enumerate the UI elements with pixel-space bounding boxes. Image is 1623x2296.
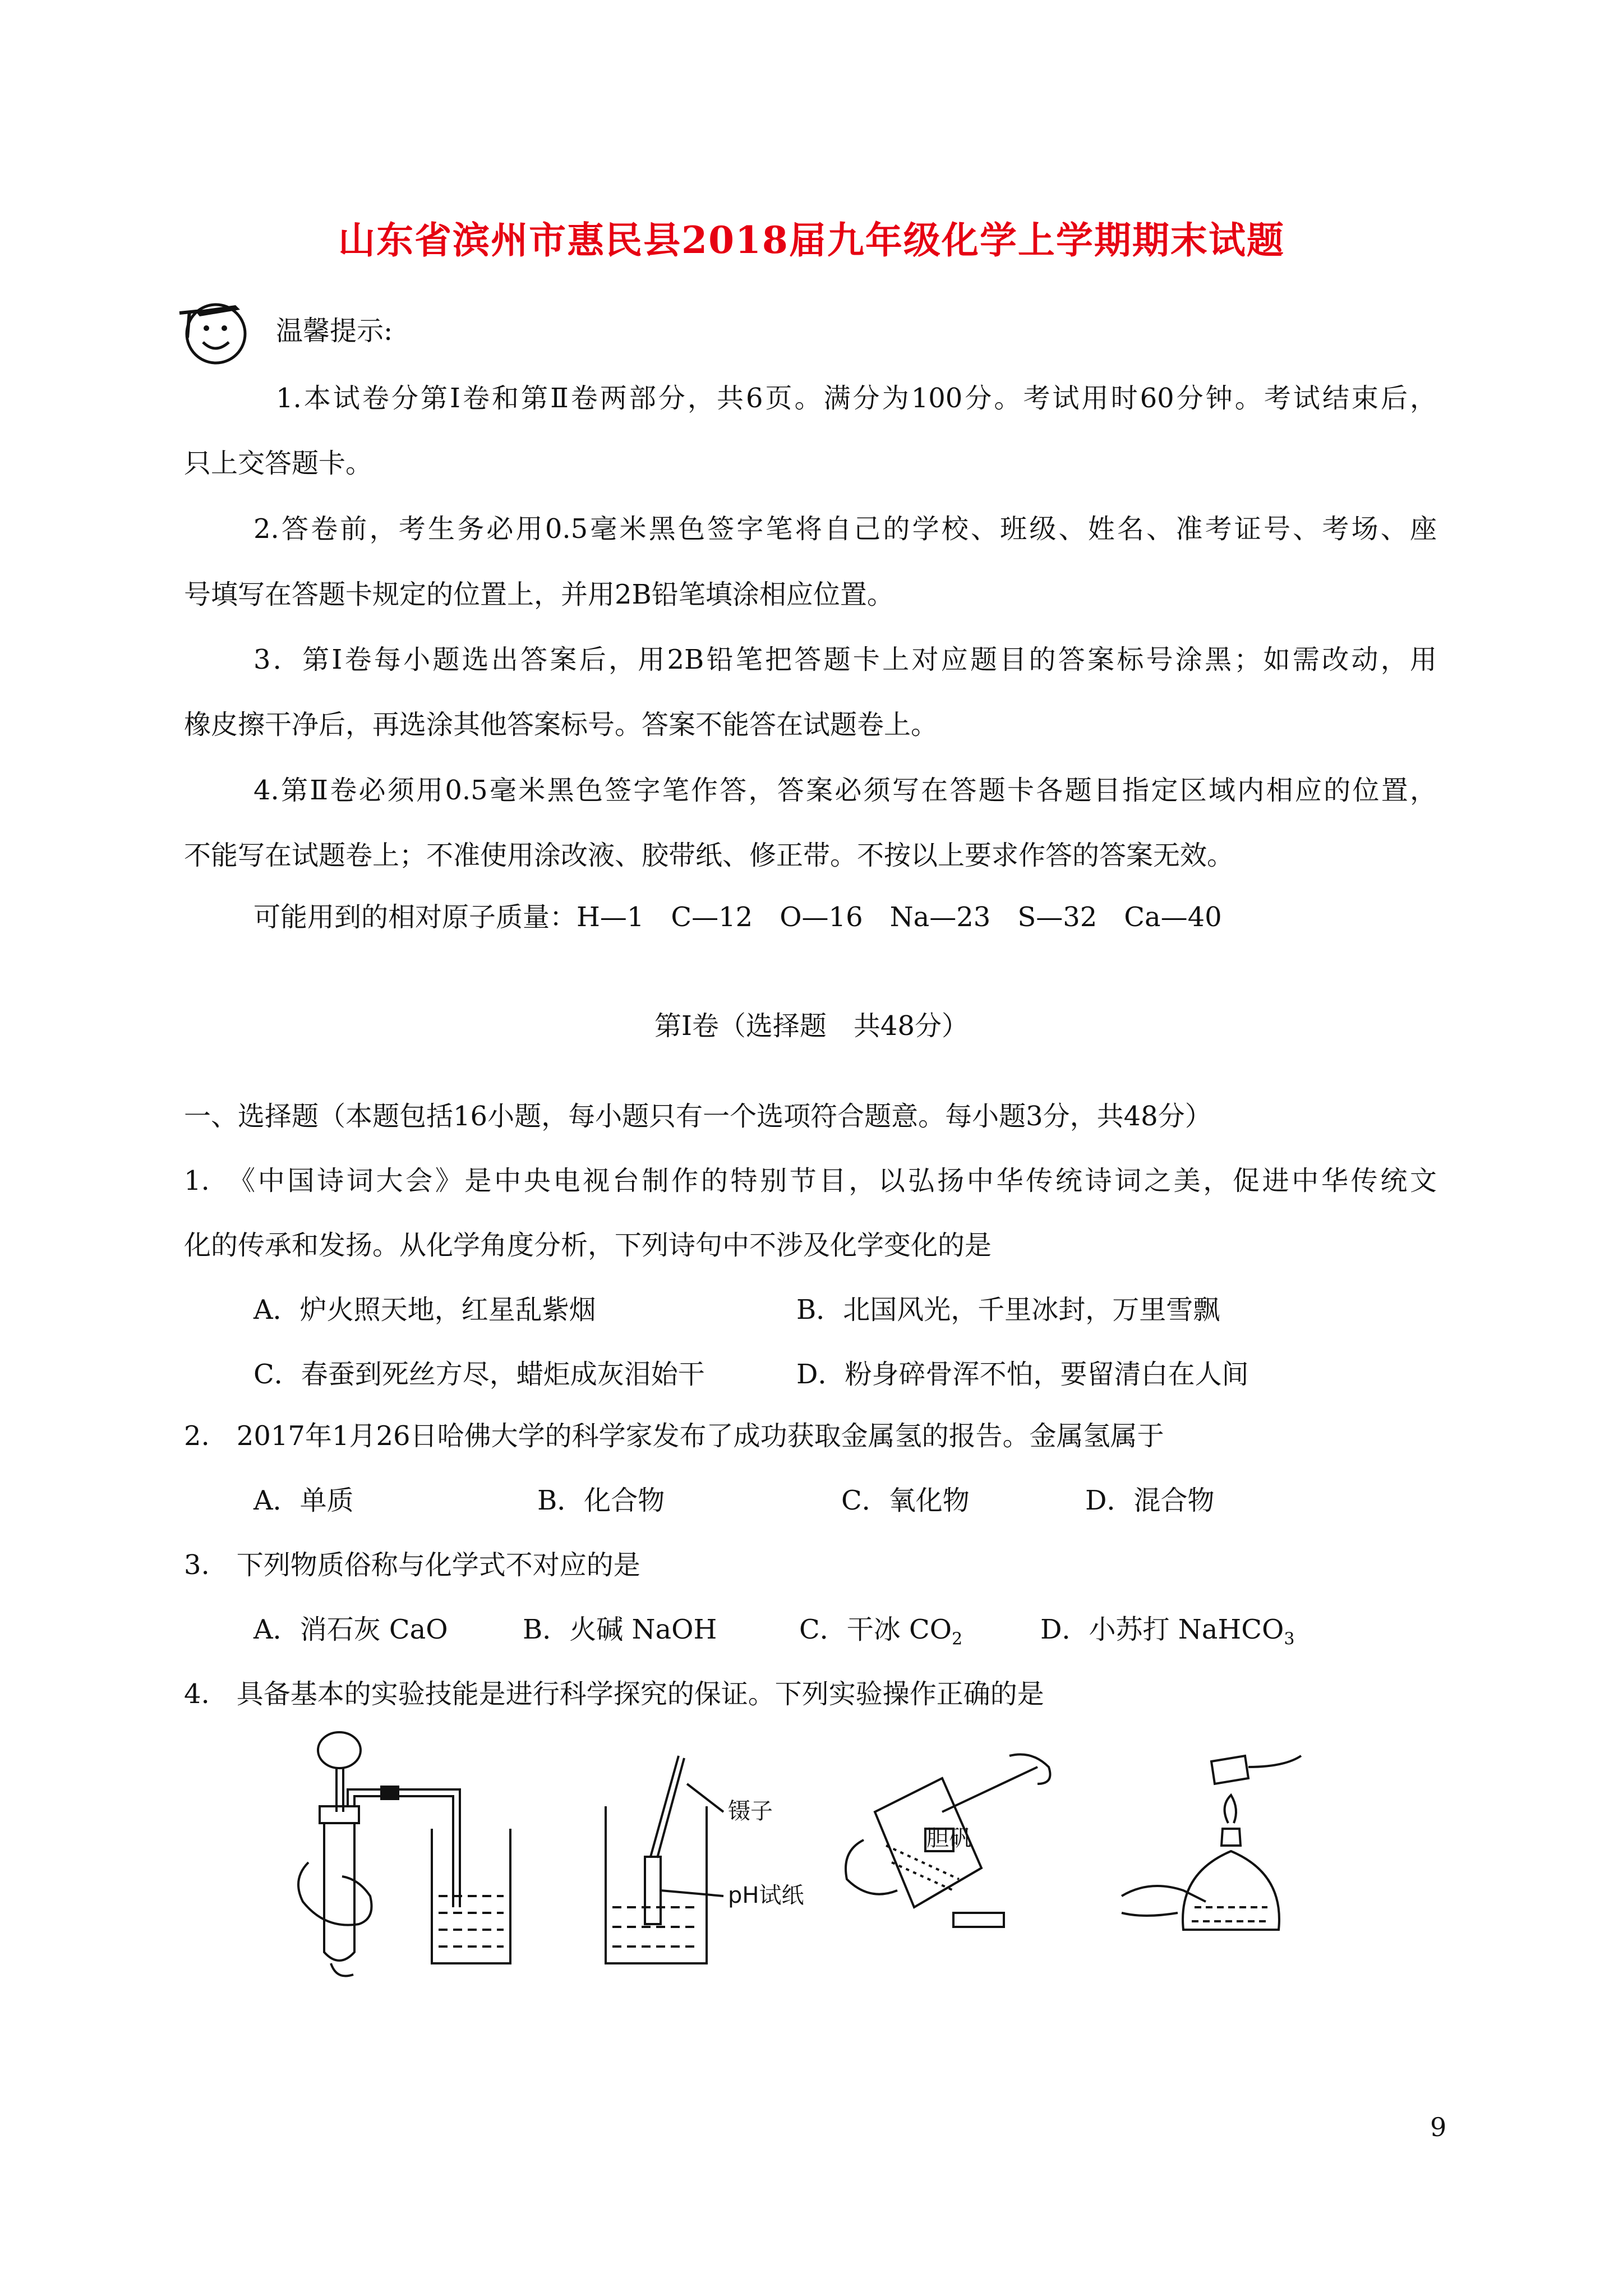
q1-option-b: B．北国风光，千里冰封，万里雪飘: [796, 1294, 1220, 1326]
q2-stem: 2. 2017年1月26日哈佛大学的科学家发布了成功获取金属氢的报告。金属氢属于: [184, 1420, 1164, 1452]
part-heading: 一、选择题（本题包括16小题，每小题只有一个选项符合题意。每小题3分，共48分）: [184, 1101, 1212, 1132]
figure-c-taking-solid: [830, 1745, 1066, 1982]
q3-option-c-subscript: 2: [952, 1629, 963, 1649]
q3-option-c: [799, 1613, 962, 1657]
q4-stem: 4. 具备基本的实验技能是进行科学探究的保证。下列实验操作正确的是: [184, 1678, 1044, 1710]
tip-4-line-2: 不能写在试题卷上；不准使用涂改液、胶带纸、修正带。不按以上要求作答的答案无效。: [184, 840, 1234, 871]
tip-3-line-2: 橡皮擦干净后，再选涂其他答案标号。答案不能答在试题卷上。: [184, 709, 938, 740]
q1-option-d: D．粉身碎骨浑不怕，要留清白在人间: [796, 1359, 1249, 1390]
q3-stem: 3. 下列物质俗称与化学式不对应的是: [184, 1549, 640, 1581]
q2-option-b: B．化合物: [537, 1485, 665, 1516]
figure-b-ph-test: [594, 1750, 830, 1988]
tip-2-line-2: 号填写在答题卡规定的位置上，并用2B铅笔填涂相应位置。: [184, 579, 894, 610]
tip-1-line-2: 只上交答题卡。: [184, 448, 373, 479]
atomic-masses: 可能用到的相对原子质量：H—1 C—12 O—16 Na—23 S—32 Ca—40: [253, 901, 1222, 933]
q3-option-b: B．火碱 NaOH: [523, 1614, 717, 1645]
q1-option-a: A．炉火照天地，红星乱紫烟: [253, 1294, 596, 1326]
tip-1-line-1: 1.本试卷分第Ⅰ卷和第Ⅱ卷两部分，共6页。满分为100分。考试用时60分钟。考试结束后，: [276, 383, 1437, 414]
q2-option-a: A．单质: [253, 1485, 354, 1516]
q1-stem-line-1: 1. 《中国诗词大会》是中央电视台制作的特别节目，以弘扬中华传统诗词之美，促进中华传统文: [184, 1165, 1437, 1197]
q2-option-d: D．混合物: [1085, 1485, 1215, 1516]
page-number: 9: [1430, 2112, 1447, 2142]
label-bottle: 胆矾: [926, 1825, 971, 1851]
section-title: 第Ⅰ卷（选择题 共48分）: [654, 1010, 969, 1042]
q3-option-d-text: D．小苏打 NaHCO: [1040, 1614, 1284, 1645]
q1-stem-line-2: 化的传承和发扬。从化学角度分析，下列诗句中不涉及化学变化的是: [184, 1230, 992, 1261]
q3-option-a: A．消石灰 CaO: [253, 1614, 448, 1645]
q3-option-d-subscript: 3: [1284, 1629, 1295, 1649]
q1-option-c: C．春蚕到死丝方尽，蜡炬成灰泪始干: [253, 1359, 705, 1390]
tip-3-line-1: 3．第Ⅰ卷每小题选出答案后，用2B铅笔把答题卡上对应题目的答案标号涂黑；如需改动，用: [253, 644, 1437, 675]
tip-4-line-1: 4.第Ⅱ卷必须用0.5毫米黑色签字笔作答，答案必须写在答题卡各题目指定区域内相应的位置，: [253, 775, 1437, 806]
label-ph-paper: pH试纸: [728, 1883, 804, 1908]
q3-option-d: [1040, 1613, 1294, 1657]
q3-option-c-text: C．干冰 CO: [799, 1614, 952, 1645]
tips-heading: 温馨提示:: [276, 315, 393, 347]
figure-d-alcohol-lamp: [1116, 1745, 1374, 1982]
tip-2-line-1: 2.答卷前，考生务必用0.5毫米黑色签字笔将自己的学校、班级、姓名、准考证号、考场、座: [253, 513, 1437, 545]
smiley-teacher-icon: [168, 286, 252, 372]
label-tweezers: 镊子: [728, 1798, 773, 1824]
q2-option-c: C．氧化物: [841, 1485, 970, 1516]
figure-a-airtightness-check: [292, 1728, 583, 1988]
page-title: 山东省滨州市惠民县2018届九年级化学上学期期末试题: [338, 218, 1285, 262]
